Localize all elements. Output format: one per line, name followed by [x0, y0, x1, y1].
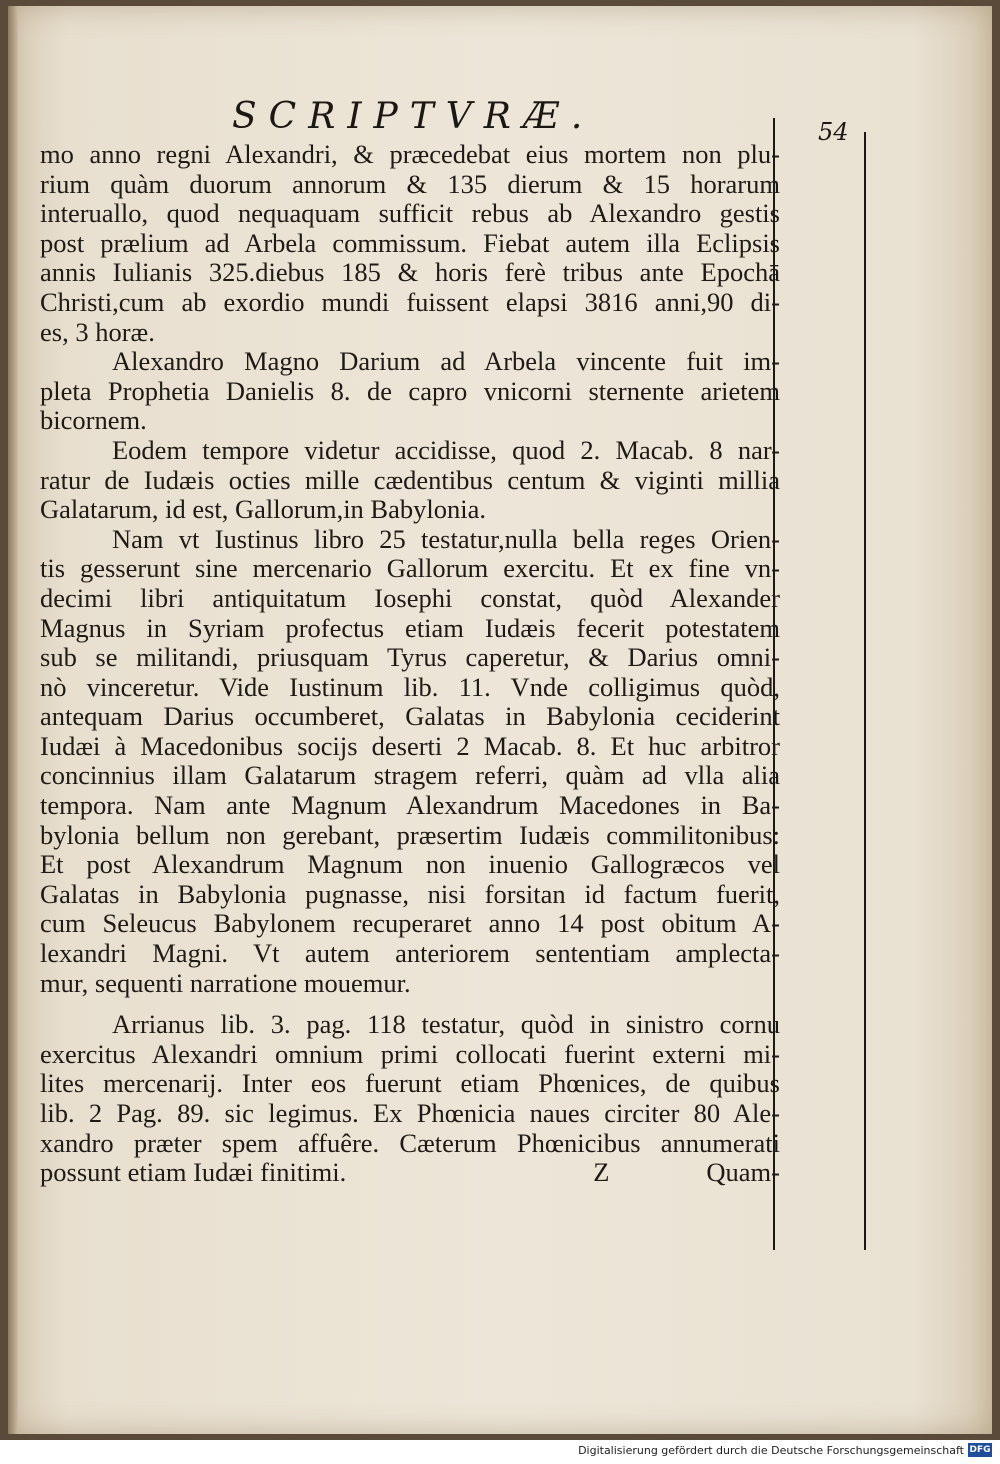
text-line: mur, sequenti narratione mouemur. — [40, 967, 411, 998]
text-line: Galatas in Babylonia pugnasse, nisi forsitan id factum fuerit, — [40, 878, 780, 909]
text-line: es, 3 horæ. — [40, 316, 155, 347]
footer-bar — [0, 1440, 1000, 1464]
text-line: Et post Alexandrum Magnum non inuenio Gallogræcos vel — [40, 849, 780, 880]
text-line: antequam Darius occumberet, Galatas in Babylonia ceciderint — [40, 701, 780, 732]
text-line: annis Iulianis 325.diebus 185 & horis ferè tribus ante Epochā — [40, 257, 780, 288]
column-rule-right — [864, 132, 866, 1250]
text-line: xandro præter spem affuêre. Cæterum Phœnicibus annumerati — [40, 1127, 780, 1158]
text-line: mo anno regni Alexandri, & præcedebat eius mortem non plu- — [40, 139, 780, 169]
running-title: SCRIPTVRÆ. — [232, 96, 595, 137]
text-line: possunt etiam Iudæi finitimi. — [40, 1157, 347, 1188]
signature-mark: Z — [593, 1157, 610, 1188]
text-line: nò vinceretur. Vide Iustinum lib. 11. Vnde colligimus quòd, — [40, 671, 780, 702]
text-line: lib. 2 Pag. 89. sic legimus. Ex Phœnicia naues circiter 80 Ale- — [40, 1098, 780, 1128]
text-line: Galatarum, id est, Gallorum,in Babylonia. — [40, 494, 486, 525]
text-line: post prælium ad Arbela commissum. Fiebat autem illa Eclipsis — [40, 227, 780, 258]
text-line: exercitus Alexandri omnium primi collocati fuerint externi mi- — [40, 1038, 780, 1069]
text-line: ratur de Iudæis octies mille cædentibus centum & viginti millia — [40, 464, 780, 495]
text-line: concinnius illam Galatarum stragem referri, quàm ad vlla alia — [40, 760, 780, 791]
dfg-logo: DFG — [969, 1445, 991, 1455]
text-line: tempora. Nam ante Magnum Alexandrum Macedones in Ba- — [40, 790, 780, 821]
text-line: Nam vt Iustinus libro 25 testatur,nulla bella reges Orien- — [112, 523, 780, 554]
binding-edge — [8, 6, 18, 1434]
text-line: rium quàm duorum annorum & 135 dierum & 15 horarum — [40, 168, 780, 199]
text-line: Magnus in Syriam profectus etiam Iudæis fecerit potestatem — [40, 612, 780, 643]
text-line: Eodem tempore videtur accidisse, quod 2. Macab. 8 nar- — [112, 434, 780, 465]
page-number: 54 — [818, 118, 849, 146]
catchword: Quam- — [706, 1157, 780, 1188]
text-line: cum Seleucus Babylonem recuperaret anno 14 post obitum A- — [40, 908, 780, 939]
text-line: pleta Prophetia Danielis 8. de capro vnicorni sternente arietem — [40, 375, 780, 406]
text-line: lites mercenarij. Inter eos fuerunt etiam Phœnices, de quibus — [40, 1068, 780, 1099]
text-line: tis gesserunt sine mercenario Gallorum exercitu. Et ex fine vn- — [40, 553, 780, 584]
text-line: sub se militandi, priusquam Tyrus caperetur, & Darius omni- — [40, 642, 780, 673]
text-line: Christi,cum ab exordio mundi fuissent elapsi 3816 anni,90 di- — [40, 286, 780, 317]
text-line: decimi libri antiquitatum Iosephi constat, quòd Alexander — [40, 582, 780, 613]
text-line: bicornem. — [40, 405, 147, 436]
text-line: bylonia bellum non gerebant, præsertim Iudæis commilitonibus: — [40, 819, 780, 850]
text-line: interuallo, quod nequaquam sufficit rebus ab Alexandro gestis — [40, 198, 780, 229]
funding-credit: Digitalisierung gefördert durch die Deutsche Forschungsgemeinschaft — [578, 1444, 964, 1457]
text-line: Alexandro Magno Darium ad Arbela vincente fuit im- — [112, 346, 780, 377]
text-line: lexandri Magni. Vt autem anteriorem sententiam amplecta- — [40, 938, 780, 969]
final-line — [40, 1158, 780, 1188]
body-text — [40, 140, 780, 1188]
text-line: Arrianus lib. 3. pag. 118 testatur, quòd in sinistro cornu — [112, 1009, 780, 1040]
text-line: Iudæi à Macedonibus socijs deserti 2 Macab. 8. Et huc arbitror — [40, 730, 780, 761]
